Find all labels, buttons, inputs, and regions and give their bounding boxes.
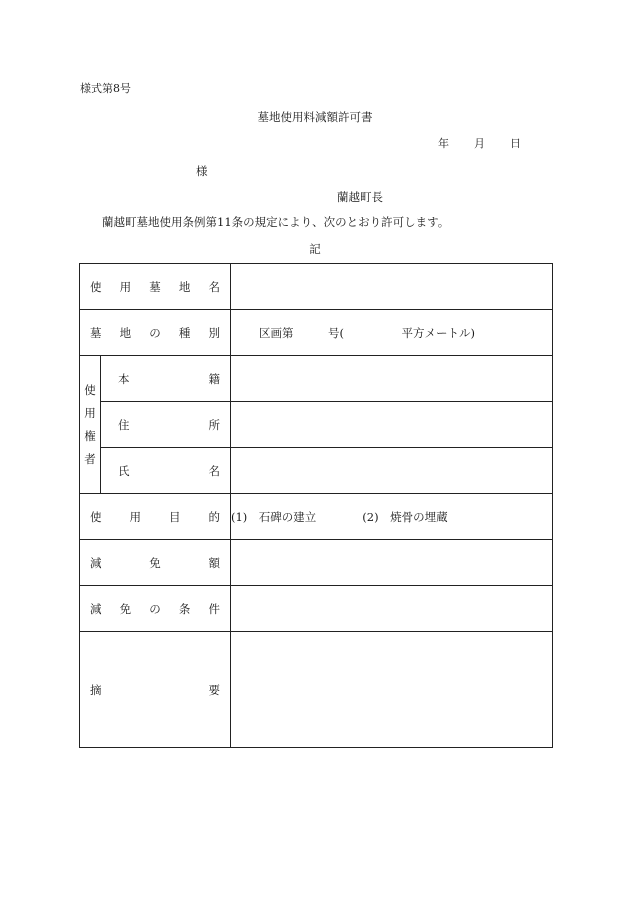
- honseki-value[interactable]: [231, 356, 553, 402]
- label-char: の: [149, 325, 161, 340]
- row-grave-type: [80, 310, 553, 356]
- label-char: 額: [208, 555, 220, 570]
- row-honseki: [80, 356, 553, 402]
- label-char: 摘: [90, 682, 102, 697]
- row-address: [80, 402, 553, 448]
- label-char: 的: [208, 509, 220, 524]
- label-char: 住: [118, 417, 130, 432]
- grave-name-value[interactable]: [231, 264, 553, 310]
- label-char: 本: [118, 371, 130, 386]
- label-remarks: [80, 632, 231, 748]
- label-char: 別: [208, 325, 220, 340]
- label-address: [101, 402, 231, 448]
- date-month-label: 月: [474, 137, 485, 150]
- label-char: 氏: [118, 463, 130, 478]
- label-char: 減: [90, 555, 102, 570]
- form-number: 様式第8号: [80, 82, 131, 95]
- label-char: 名: [208, 463, 220, 478]
- label-char: 墓: [90, 325, 102, 340]
- label-char: 使: [90, 509, 102, 524]
- label-char: 用: [129, 509, 141, 524]
- label-char: 地: [178, 279, 191, 294]
- name-value[interactable]: [231, 448, 553, 494]
- label-char: 所: [208, 417, 220, 432]
- label-honseki: [101, 356, 231, 402]
- row-name: [80, 448, 553, 494]
- reduction-amount-value[interactable]: [231, 540, 553, 586]
- permit-form-table: [79, 263, 553, 748]
- date-day-label: 日: [510, 137, 521, 150]
- label-name: [101, 448, 231, 494]
- label-char: 使: [90, 279, 102, 294]
- label-char: 減: [90, 601, 102, 616]
- row-remarks: [80, 632, 553, 748]
- date-year-label: 年: [438, 137, 449, 150]
- label-char: 条: [178, 601, 191, 616]
- label-reduction-conditions: [80, 586, 231, 632]
- grave-type-value[interactable]: 区画第 号( 平方メートル): [231, 310, 553, 356]
- row-purpose: [80, 494, 553, 540]
- label-char: 目: [169, 509, 181, 524]
- address-value[interactable]: [231, 402, 553, 448]
- label-char: 名: [208, 279, 220, 294]
- body-text: 蘭越町墓地使用条例第11条の規定により、次のとおり許可します。: [102, 215, 450, 229]
- label-reduction-amount: [80, 540, 231, 586]
- row-grave-name: [80, 264, 553, 310]
- label-char: 用: [84, 405, 96, 420]
- label-char: 墓: [149, 279, 161, 294]
- label-char: 者: [84, 451, 96, 466]
- label-char: 籍: [208, 371, 220, 386]
- label-user-group: [80, 356, 101, 494]
- date-line: [438, 135, 521, 151]
- label-char: の: [149, 601, 161, 616]
- label-char: 地: [119, 325, 132, 340]
- label-char: 権: [84, 428, 96, 443]
- remarks-value[interactable]: [231, 632, 553, 748]
- document-title: 墓地使用料減額許可書: [257, 110, 373, 124]
- ki-heading: 記: [309, 242, 321, 256]
- label-purpose: [80, 494, 231, 540]
- label-char: 要: [208, 682, 220, 697]
- recipient-honorific: 様: [196, 164, 208, 178]
- row-reduction-amount: [80, 540, 553, 586]
- label-char: 種: [178, 325, 191, 340]
- label-char: 免: [149, 555, 161, 570]
- label-char: 免: [119, 601, 132, 616]
- label-char: 使: [84, 382, 96, 397]
- label-char: 件: [208, 601, 220, 616]
- reduction-conditions-value[interactable]: [231, 586, 553, 632]
- label-grave-type: [80, 310, 231, 356]
- label-char: 用: [119, 279, 132, 294]
- row-reduction-conditions: [80, 586, 553, 632]
- label-grave-name: [80, 264, 231, 310]
- issuer-name: 蘭越町長: [337, 190, 383, 204]
- purpose-value[interactable]: (1) 石碑の建立 (2) 焼骨の埋蔵: [231, 494, 553, 540]
